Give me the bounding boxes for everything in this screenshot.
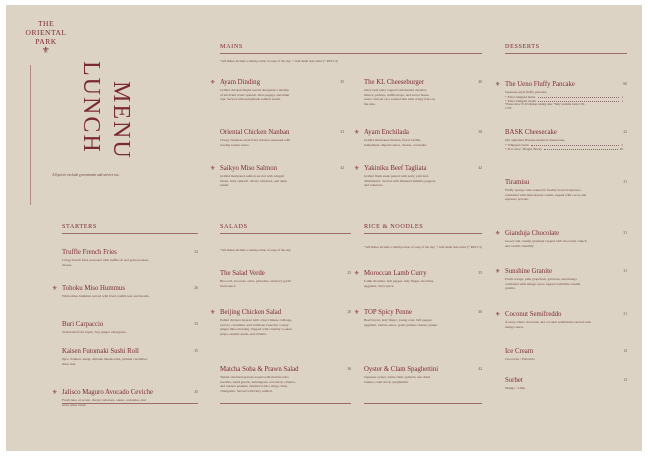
menu-item bbox=[210, 79, 344, 102]
item-name: Gianduja Chocolate bbox=[505, 230, 560, 237]
item-name: Jalisco Maguro Avocado Ceviche bbox=[62, 389, 154, 396]
item-price: 42 bbox=[478, 166, 482, 170]
menu-item bbox=[495, 230, 627, 248]
item-description: Grilled flank steak paired with zesty yam leaf, chimichurri. Served with blistered shishito peppers and tomatoes. bbox=[364, 174, 436, 187]
item-name: The Salad Verde bbox=[220, 270, 265, 277]
rice-noodles-heading: RICE & NOODLES bbox=[364, 223, 424, 230]
item-name: Tohoku Miso Hummus bbox=[62, 285, 125, 292]
item-price: 35 bbox=[194, 349, 198, 353]
item-name: Matcha Soba & Prawn Salad bbox=[220, 366, 299, 373]
option-label: + Port wine / Borges Tawny bbox=[505, 146, 542, 151]
item-price: 36 bbox=[347, 367, 351, 371]
rice-noodles-note: *All dishes include a small portion of soup of the day. + Add small side salad (+ RM 2.3) bbox=[364, 245, 482, 249]
menu-item bbox=[354, 165, 482, 188]
item-price: 31 bbox=[623, 231, 627, 235]
fleur-de-lis-icon: ⚜ bbox=[354, 271, 360, 277]
item-price: 33 bbox=[194, 322, 198, 326]
starters-heading: STARTERS bbox=[62, 223, 97, 230]
fleur-de-lis-icon: ⚜ bbox=[354, 310, 360, 316]
salads-rule bbox=[220, 233, 351, 234]
item-name: Ayam Enchilada bbox=[364, 129, 409, 136]
item-price: 33 bbox=[340, 130, 344, 134]
dotted-leader bbox=[538, 95, 620, 98]
menu-item bbox=[505, 348, 627, 362]
fleur-de-lis-icon: ⚜ bbox=[210, 166, 216, 172]
salads-note: *All dishes include a small portion of soup of the day. bbox=[220, 248, 292, 252]
menu-page bbox=[6, 5, 642, 451]
item-price: 38 bbox=[478, 130, 482, 134]
fleur-de-lis-icon: ⚜ bbox=[52, 286, 58, 292]
item-description: Broccoli, avocado, olive, pistachio, anchovy-garlic basil sauce. bbox=[220, 279, 292, 288]
item-name: Saikyo Miso Salmon bbox=[220, 165, 278, 172]
item-name: Moroccan Lamb Curry bbox=[364, 270, 427, 277]
item-description: Fresh tuna, avocado, cherry tomatoes, onion, coriander, and zesty salsa verde. bbox=[62, 398, 146, 407]
item-description: Fluffy sponge cake soaked in freshly brewed espresso combined with mascarpone cream, topped with cocoa and espresso powder. bbox=[505, 188, 587, 201]
menu-item bbox=[495, 311, 627, 329]
item-name: Kaisen Futomaki Sushi Roll bbox=[62, 348, 139, 355]
item-price: 21 bbox=[623, 312, 627, 316]
item-description: Japanese oyster, white clam, spinach, sun dried tomato, clam stock, spaghettini. bbox=[364, 375, 431, 384]
fleur-de-lis-icon: ⚜ bbox=[210, 80, 216, 86]
fleur-de-lis-icon: ⚜ bbox=[495, 82, 501, 88]
item-price: 12 bbox=[623, 349, 627, 353]
item-option bbox=[505, 147, 623, 151]
divider bbox=[30, 65, 31, 205]
item-name: Ayam Dinding bbox=[220, 79, 260, 86]
rice-noodles-bottom-rule bbox=[364, 403, 482, 404]
item-price: 40 bbox=[478, 80, 482, 84]
desserts-heading: DESSERTS bbox=[505, 43, 540, 50]
item-description: Pulled chicken layered with crisp Chinese cabbage, carrots, cucumber, and scallions tossed in a zesty ginger miso dressing. Topped with crunchy wonton strips, sesame seeds, and cilantro. bbox=[220, 318, 293, 336]
item-description: Our signature Basque-inspired cheesecake. bbox=[505, 138, 566, 142]
menu-item bbox=[210, 165, 344, 188]
item-price: 31 bbox=[623, 180, 627, 184]
item-price: 25 bbox=[347, 271, 351, 275]
menu-item bbox=[62, 321, 198, 335]
menu-item bbox=[505, 129, 627, 151]
dotted-leader bbox=[544, 147, 618, 150]
item-description: Grilled marinated chicken, floral tortilla, homemade chipotle sauce, cheese, coriander. bbox=[364, 138, 427, 147]
item-name: Tiramisu bbox=[505, 179, 530, 186]
item-description: White miso hummus served with fried cauliflower and breads. bbox=[62, 294, 150, 298]
item-description: Crispy Japanese-style fried chicken seasoned with creamy tartare sauce. bbox=[220, 138, 291, 147]
item-price: 35 bbox=[478, 271, 482, 275]
item-name: Yakiniku Beef Tagliata bbox=[364, 165, 427, 172]
item-price: 42 bbox=[340, 166, 344, 170]
item-name: Sunshine Granite bbox=[505, 268, 553, 275]
fleur-de-lis-icon: ⚜ bbox=[495, 269, 501, 275]
fleur-de-lis-icon: ⚜ bbox=[52, 390, 58, 396]
option-price: 20 bbox=[619, 146, 623, 151]
item-description: Grilled marinated salmon served with winged beans, baby spinach, cherry tomatoes, and daun salam. bbox=[220, 174, 287, 187]
mains-note: *All dishes include a small portion of soup of the day. + Add small side salad (+ RM 2.3) bbox=[220, 59, 338, 63]
menu-item bbox=[364, 79, 482, 106]
item-name: Oyster & Clam Spaghettini bbox=[364, 366, 439, 373]
item-description: Tender stir-fried prawns tossed with matcha soba noodles, salad greens, lemongrass, red onion, cilantro, and toasted peanuts, drizzled with a tangy citrus vinaigrette. Served with fiery sambal. bbox=[220, 375, 296, 393]
option-price: 1 bbox=[621, 98, 623, 103]
item-description: Beef bacon, lady finger, young corn, bell pepper, eggplant, tomato sauce, grana padano cheese, penne. bbox=[364, 318, 438, 327]
fleur-de-lis-icon: ⚜ bbox=[354, 130, 360, 136]
item-name: The Ueno Fluffy Pancake bbox=[505, 81, 575, 88]
salads-heading: SALADS bbox=[220, 223, 248, 230]
item-notes: *Please allow 25-30 minutes waiting time. *Only available from 11:00 - 17:00 bbox=[505, 103, 586, 110]
item-price: 31 bbox=[623, 269, 627, 273]
rice-noodles-rule bbox=[364, 233, 482, 234]
item-price: 45 bbox=[194, 390, 198, 394]
fleur-de-lis-icon: ⚜ bbox=[210, 310, 216, 316]
item-description: Chocolate / Pistachio bbox=[505, 357, 535, 361]
tagline: All prices exclude government and service tax. bbox=[52, 173, 120, 177]
menu-item bbox=[354, 309, 482, 327]
fleur-de-lis-icon: ⚜ bbox=[41, 45, 51, 55]
dotted-leader bbox=[531, 143, 620, 146]
item-name: Coconut Semifreddo bbox=[505, 311, 562, 318]
menu-item bbox=[495, 81, 627, 111]
option-label: + Extra whipped butter bbox=[505, 94, 536, 99]
menu-item bbox=[210, 309, 351, 336]
item-price: 22 bbox=[194, 250, 198, 254]
fleur-de-lis-icon: ⚜ bbox=[495, 231, 501, 237]
item-description: Grilled chicken thighs served alongside a medley of stir-fried water spinach, silat pagaga, and ulam raja. Served with homemade sambal sarten. bbox=[220, 88, 290, 101]
item-name: Oriental Chicken Nanban bbox=[220, 129, 290, 136]
menu-item bbox=[220, 129, 344, 147]
item-description: Gooey and creamy gianduja topped with chocolate crunch and vanilla chantilly. bbox=[505, 239, 587, 248]
item-price: 60 bbox=[623, 82, 627, 86]
item-name: Truffle French Fries bbox=[62, 249, 117, 256]
item-name: Ice Cream bbox=[505, 348, 534, 355]
item-description: Mango / Lime bbox=[505, 386, 526, 390]
item-name: Buri Carpaccio bbox=[62, 321, 104, 328]
item-name: The KL Cheeseburger bbox=[364, 79, 425, 86]
item-price: 30 bbox=[478, 310, 482, 314]
item-price: 42 bbox=[478, 367, 482, 371]
item-name: TOP Spicy Penne bbox=[364, 309, 412, 316]
logo-line-3: PARK bbox=[35, 37, 57, 46]
salads-bottom-rule bbox=[220, 403, 351, 404]
logo-line-1: THE bbox=[37, 19, 55, 28]
item-description: Japanese-style fluffy pancake. bbox=[505, 90, 548, 94]
item-price: 28 bbox=[347, 310, 351, 314]
item-price: 35 bbox=[340, 80, 344, 84]
item-price: 26 bbox=[194, 286, 198, 290]
item-name: Sorbet bbox=[505, 377, 523, 384]
menu-item bbox=[495, 268, 627, 291]
fleur-de-lis-icon: ⚜ bbox=[354, 166, 360, 172]
menu-item bbox=[52, 285, 198, 299]
menu-item bbox=[505, 377, 627, 391]
item-description: Yellowtail from Japan, Soy ginger vinaigrette. bbox=[62, 330, 127, 334]
item-description: 8pcs. Salmon, unagi, shiitake mushrooms, pickled cucumber, shiso leaf. bbox=[62, 357, 148, 366]
item-name: BASK Cheesecake bbox=[505, 129, 557, 136]
item-price: 22 bbox=[623, 130, 627, 134]
logo bbox=[20, 19, 72, 55]
menu-item bbox=[220, 366, 351, 393]
desserts-rule bbox=[505, 53, 627, 54]
item-description: Juicy beef patty topped with melted cheddar, lettuce, pickles, truffle mayo, and secret house sauce. Served on a toasted bun with crispy fries on the side. bbox=[364, 88, 435, 106]
fleur-de-lis-icon: ⚜ bbox=[495, 312, 501, 318]
menu-item bbox=[505, 179, 627, 202]
option-price: 1 bbox=[621, 94, 623, 99]
item-description: Fresh orange, pink grapefruit, goldrose, and mango combined with mango sauce topped with lime-vanilla granita. bbox=[505, 277, 581, 290]
option-label: + Extra whipped cream bbox=[505, 98, 536, 103]
dotted-leader bbox=[538, 99, 619, 102]
menu-item bbox=[52, 389, 198, 407]
option-price: 2 bbox=[621, 142, 623, 147]
item-name: Beijing Chicken Salad bbox=[220, 309, 282, 316]
option-label: + Whipped cream bbox=[505, 142, 529, 147]
menu-item bbox=[354, 270, 482, 288]
item-description: Lamb shoulder, bell pepper, lady finger, zucchini, eggplant, curry spice. bbox=[364, 279, 434, 288]
menu-item bbox=[62, 348, 198, 366]
title-word-1: LUNCH bbox=[78, 61, 104, 154]
mains-heading: MAINS bbox=[220, 43, 243, 50]
menu-item bbox=[220, 270, 351, 288]
starters-rule bbox=[62, 233, 198, 234]
menu-item bbox=[364, 366, 482, 384]
menu-item bbox=[62, 249, 198, 267]
logo-line-2: ORIENTAL bbox=[25, 28, 67, 37]
mains-rule bbox=[220, 53, 482, 54]
title-word-2: MENU bbox=[108, 81, 134, 160]
item-description: Crispy french fries seasoned with truffle oil and grana padano cheese. bbox=[62, 258, 149, 267]
item-description: A zesty whole chocolate and coconut semifreddo served with mango sauce. bbox=[505, 320, 591, 329]
item-price: 12 bbox=[623, 378, 627, 382]
menu-item bbox=[354, 129, 482, 147]
